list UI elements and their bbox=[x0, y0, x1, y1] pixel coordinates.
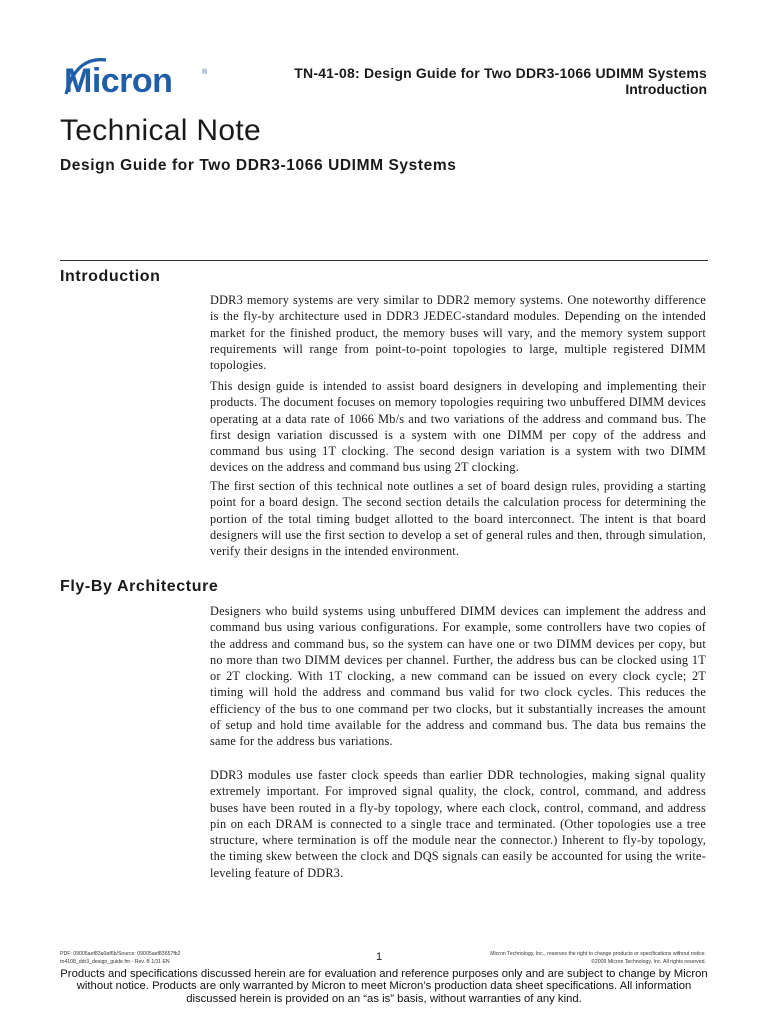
header-section: Introduction bbox=[625, 81, 707, 97]
micron-logo bbox=[60, 54, 210, 100]
micron-logo-mark bbox=[60, 54, 210, 100]
footer-rights-line-1: Micron Technology, Inc., reserves the right to change products or specifications without notice. bbox=[490, 951, 706, 957]
registered-mark: ® bbox=[202, 69, 208, 76]
footer-file-line: tn4108_ddr3_design_guide.fm - Rev. B 1/11 EN bbox=[60, 959, 170, 965]
footer-source-info bbox=[60, 950, 181, 966]
page-number: 1 bbox=[376, 951, 383, 963]
flyby-paragraph-1: Designers who build systems using unbuffered DIMM devices can implement the address and command bus using various configurations. For example, some controllers have two copies of the address and command bus, so the system can have one or two DIMM devices per copy, but no more than two DIMM devices per channel. Further, the address bus can be clocked using 1T or 2T clocking. With 1T clocking, a new command can be issued on every clock cycle; 2T timing will hold the address and command bus valid for two clock cycles. This reduces the efficiency of the bus to one command per two clocks, but it substantially increases the amount of setup and hold time available for the address and command bus. The data bus remains the same for the address bus variations. bbox=[210, 604, 706, 749]
flyby-paragraph-2: DDR3 modules use faster clock speeds than earlier DDR technologies, making signal quality extremely important. For improved signal quality, the clock, control, command, and address buses have been routed in a fly-by topology, where each clock, control, command, and address pin on each DRAM is connected to a single trace and terminated. (Other topologies use a tree structure, where termination is off the module near the connector.) Inherent to fly-by topology, the timing skew between the clock and DQS signals can easily be accounted for using the write-leveling feature of DDR3. bbox=[210, 768, 706, 880]
section-divider bbox=[60, 260, 708, 261]
footer-pdf-line: PDF: 09005aef83a0af6b/Source: 09005aef83657fb2 bbox=[60, 951, 181, 957]
footer-disclaimer: Products and specifications discussed herein are for evaluation and reference purposes only and are subject to change by Micron without notice. Products are only warranted by Micron to meet Micron’s production data sheet specifications. All information discussed herein is provided on an “as is” basis, without warranties of any kind. bbox=[60, 968, 708, 1005]
document-type: Technical Note bbox=[60, 114, 261, 147]
footer-rights-line-2: ©2009 Micron Technology, Inc. All rights reserved. bbox=[591, 959, 706, 965]
document-subtitle: Design Guide for Two DDR3-1066 UDIMM Systems bbox=[60, 157, 457, 174]
logo-text: Micron bbox=[64, 62, 173, 100]
header-doc-title: TN-41-08: Design Guide for Two DDR3-1066 UDIMM Systems bbox=[294, 65, 707, 81]
intro-paragraph-3: The first section of this technical note outlines a set of board design rules, providing a starting point for a board design. The second section details the calculation process for determining the portion of the total timing budget allotted to the board interconnect. The intent is that board designers will use the first section to develop a set of general rules and then, through simulation, verify their designs in the intended environment. bbox=[210, 479, 706, 559]
intro-paragraph-1: DDR3 memory systems are very similar to DDR2 memory systems. One noteworthy difference is the fly-by architecture used in DDR3 JEDEC-standard modules. Depending on the intended market for the finished product, the memory buses will vary, and the memory system support requirements will range from point-to-point topologies to large, multiple registered DIMM topologies. bbox=[210, 293, 706, 373]
section-heading-fly-by: Fly-By Architecture bbox=[60, 578, 219, 595]
footer-rights bbox=[490, 950, 706, 966]
intro-paragraph-2: This design guide is intended to assist board designers in developing and implementing their products. The document focuses on memory topologies requiring two unbuffered DIMM devices operating at a data rate of 1066 Mb/s and two variations of the address and command bus. The first design variation discussed is a system with one DIMM per copy of the address and command bus using 1T clocking. The second design variation is a system with two DIMM devices on the address and command bus using 2T clocking. bbox=[210, 379, 706, 475]
section-heading-introduction: Introduction bbox=[60, 268, 161, 285]
